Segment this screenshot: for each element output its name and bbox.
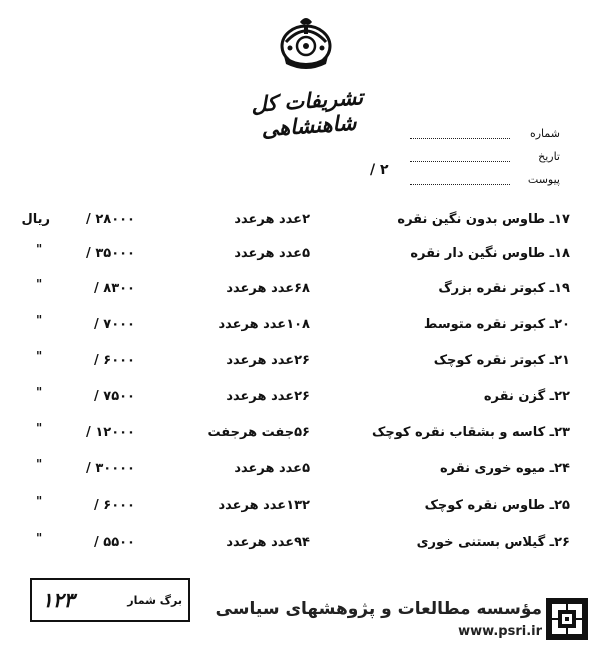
- item-price: / ۳۰۰۰۰: [86, 461, 135, 476]
- item-quantity: ۵عدد هرعدد: [234, 461, 310, 476]
- item-quantity: ۹۴عدد هرعدد: [226, 535, 310, 550]
- item-name: ۱۷ـ طاوس بدون نگین نقره: [397, 212, 570, 227]
- list-item: [0, 212, 600, 236]
- item-price: / ۳۵۰۰۰: [86, 246, 135, 261]
- item-name: ۱۸ـ طاوس نگین دار نقره: [410, 246, 570, 261]
- item-price: / ۶۰۰۰: [93, 353, 135, 368]
- item-name: ۲۴ـ میوه خوری نقره: [440, 461, 570, 476]
- item-name: ۱۹ـ کبوتر نقره بزرگ: [438, 281, 570, 296]
- item-quantity: ۱۰۸عدد هرعدد: [218, 317, 310, 332]
- sheet-number-value: ۱۲۳: [42, 588, 75, 612]
- list-item: [0, 494, 600, 522]
- sheet-number-box: [30, 578, 190, 622]
- attachment-field: [410, 173, 560, 191]
- list-item: [0, 277, 600, 305]
- list-item: [0, 421, 600, 449]
- date-label: تاریخ: [538, 150, 560, 163]
- item-quantity: ۵عدد هرعدد: [234, 246, 310, 261]
- letterhead-title: تشریفات کل شاهنشاهی: [250, 84, 364, 142]
- list-item: [0, 242, 600, 270]
- ditto-mark: ": [36, 494, 43, 508]
- item-quantity: ۲۶عدد هرعدد: [226, 389, 310, 404]
- item-quantity: ۲عدد هرعدد: [234, 212, 310, 227]
- item-quantity: ۲۶عدد هرعدد: [226, 353, 310, 368]
- item-name: ۲۳ـ کاسه و بشقاب نقره کوچک: [372, 425, 570, 440]
- ditto-mark: ": [36, 457, 43, 471]
- ditto-mark: ": [36, 313, 43, 327]
- sheet-number-label: برگ شمار: [127, 594, 182, 607]
- page-number: ۲ /: [370, 162, 389, 178]
- institute-logo-icon: [546, 598, 588, 640]
- item-quantity: ۱۳۲عدد هرعدد: [218, 498, 310, 513]
- list-item: [0, 349, 600, 377]
- item-quantity: ۶۸عدد هرعدد: [226, 281, 310, 296]
- item-name: ۲۱ـ کبوتر نقره کوچک: [433, 353, 570, 368]
- item-quantity: ۵۶جفت هرجفت: [207, 425, 310, 440]
- item-price: / ۱۲۰۰۰: [86, 425, 135, 440]
- item-price: / ۷۵۰۰: [93, 389, 135, 404]
- item-price: / ۶۰۰۰: [93, 498, 135, 513]
- number-label: شماره: [529, 127, 560, 140]
- item-price: / ۲۸۰۰۰: [86, 212, 135, 227]
- institute-name: مؤسسه مطالعات و پژوهشهای سیاسی: [215, 599, 542, 619]
- item-name: ۲۲ـ گزن نقره: [483, 389, 570, 404]
- ditto-mark: ": [36, 385, 43, 399]
- attachment-label: پیوست: [527, 173, 560, 186]
- ditto-mark: ": [36, 531, 43, 545]
- list-item: [0, 531, 600, 559]
- currency-unit: ریال: [21, 212, 50, 227]
- attachment-line: [410, 184, 510, 185]
- item-price: / ۵۵۰۰: [93, 535, 135, 550]
- date-field: [410, 150, 560, 168]
- ditto-mark: ": [36, 242, 43, 256]
- date-line: [410, 161, 510, 162]
- item-price: / ۸۳۰۰: [93, 281, 135, 296]
- list-item: [0, 457, 600, 485]
- list-item: [0, 313, 600, 341]
- item-price: / ۷۰۰۰: [93, 317, 135, 332]
- ditto-mark: ": [36, 349, 43, 363]
- institute-url: www.psri.ir: [458, 624, 542, 639]
- list-item: [0, 385, 600, 413]
- crown-emblem-icon: [276, 12, 336, 74]
- item-name: ۲۶ـ گیلاس بستنی خوری: [416, 535, 570, 550]
- ditto-mark: ": [36, 277, 43, 291]
- item-name: ۲۵ـ طاوس نقره کوچک: [424, 498, 570, 513]
- number-field: [410, 127, 560, 145]
- item-name: ۲۰ـ کبوتر نقره متوسط: [423, 317, 570, 332]
- ditto-mark: ": [36, 421, 43, 435]
- number-line: [410, 138, 510, 139]
